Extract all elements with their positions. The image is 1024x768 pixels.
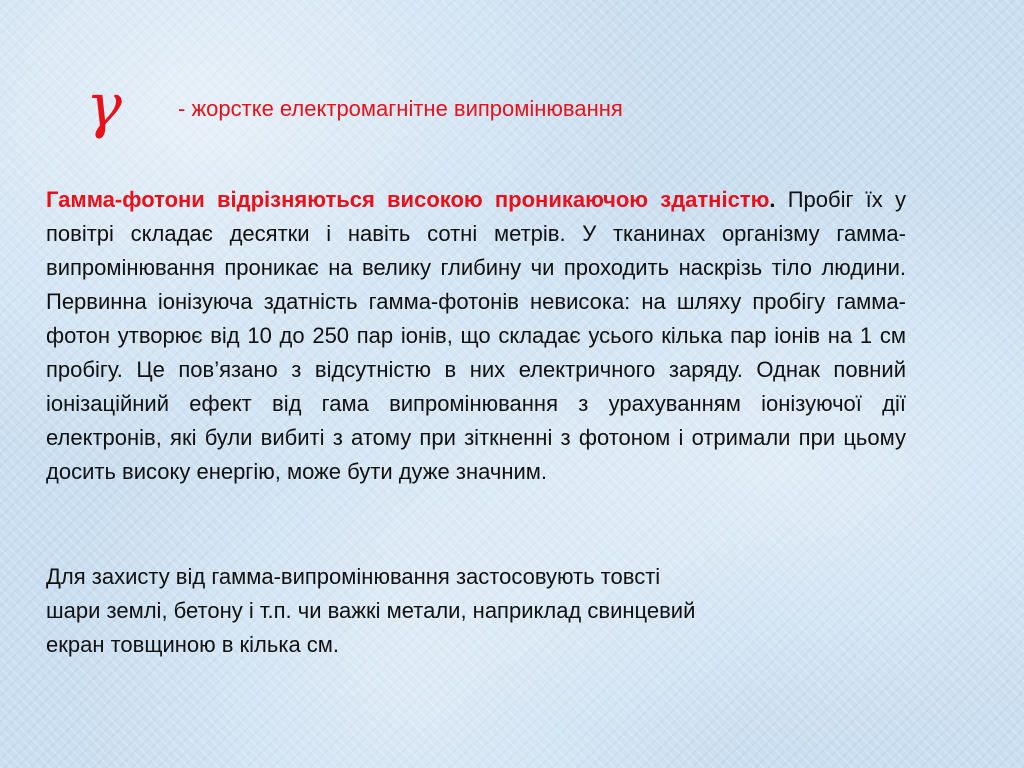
protection-line: шари землі, бетону і т.п. чи важкі метали, наприклад свинцевий bbox=[46, 598, 696, 623]
protection-paragraph bbox=[46, 560, 906, 662]
paragraph-text: Пробіг їх у повітрі складає десятки і навіть сотні метрів. У тканинах організму гамма-випромінювання проникає на велику глибину чи проходить наскрізь тіло людини. Первинна іонізуюча здатність гамма-фотонів невисока: на шляху пробігу гамма-фотон утворює від 10 до 250 пар іонів, що складає усього кілька пар іонів на 1 см пробігу. Це пов’язано з відсутністю в них електричного заряду. Однак повний іонізаційний ефект від гама випромінювання з урахуванням іонізуючої дії електронів, які були вибиті з атому при зіткненні з фотоном і отримали при цьому досить високу енергію, може бути дуже значним. bbox=[46, 187, 906, 484]
highlight-period: . bbox=[769, 187, 776, 212]
highlight-text: Гамма-фотони відрізняються високою проникаючою здатністю bbox=[46, 187, 770, 212]
slide-heading: - жорстке електромагнітне випромінювання bbox=[178, 96, 623, 121]
body-paragraph bbox=[46, 183, 906, 489]
paragraph-penetration bbox=[46, 183, 906, 489]
protection-line: екран товщиною в кілька см. bbox=[46, 632, 340, 657]
gamma-symbol: γ bbox=[86, 71, 122, 141]
protection-line: Для захисту від гамма-випромінювання застосовують товсті bbox=[46, 564, 661, 589]
